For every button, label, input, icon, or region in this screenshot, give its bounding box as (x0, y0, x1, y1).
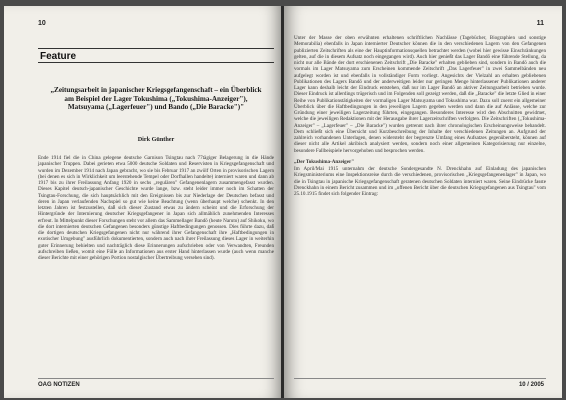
right-body-column (294, 35, 546, 197)
right-footer: 10 / 2005 (518, 382, 544, 388)
right-body-text-2: Im April/Mai 1915 unternahm der deutsche Sondergesandte N. Drenckhahn auf Einladung des japanischen Kriegsministeriums eine Inspektionsreise durch die verschiedenen, provisorischen „Kriegsgefangenenlager" in Japan, wo die in Tsingtau in japanische Kriegsgefangenschaft geratenen deutschen Soldaten interniert waren. Seine Eindrücke fasste Drenckhahn in einem Bericht zusammen und im „offenen Bericht über die deutschen Kriegsgefangenen aus Tsingtau" vom 25.10.1915 findet sich folgender Eintrag: (294, 166, 546, 197)
right-footer-rule (294, 378, 546, 379)
right-page (284, 6, 562, 398)
section-subhead: „Der Tokushima-Anzeiger" (294, 158, 355, 165)
book-spread (4, 6, 562, 398)
left-footer-rule (38, 378, 274, 379)
left-footer: OAG NOTIZEN (38, 382, 80, 388)
right-body-text-1: Unter der Masse der oben erwähnten erhaltenen schriftlichen Nachlässe (Tagebücher, Biographien und sonstige Memorabilia) ebenfalls in Japan internierter Deutscher können die in den verschiedenen Lagern von den Gefangenen publizierten Zeitschriften als eine der Hauptinformationsquellen betrachtet werden (wobei hier gewisse Einschränkungen gelten, auf die in diesem Aufsatz noch eingegangen wird). Auch hier genießt das Lager Bandō eine führende Stellung, da nicht nur alle Bände der dort erschienenen Zeitschrift „Die Baracke" erhalten geblieben sind, sondern in Bandō auch die vormals im Lager Matsuyama zum Erscheinen kommende Zeitschrift „Das Lagerfeuer" in zwei Sammelbänden neu aufgelegt worden ist und ebenfalls in vollständiger Form vorliegt. Angesichts der Vielzahl an erhalten gebliebenen Publikationen des Lagers Bandō und der anderweitigen leider nur geringen Menge hinterlassener Publikationen anderer Lager kann deshalb leicht der Eindruck entstehen, daß nur im Lager Bandō an aktiver Zeitungsarbeit betrieben wurde. Dieser Eindruck ist allerdings trügerisch und im Folgenden soll gezeigt werden, daß die „Baracke" die letzte Glied in einer Reihe von Publikationstätigkeiten der vormaligen Lager Matsuyama und Tokushima war. Dazu soll zuerst ein allgemeiner Überblick über die Haftbedingungen in den jeweiligen Lagern gegeben werden und dann die auf Anlässe, welche zur Gründung einer jeweiligen Lagerzeitung führten, eingegangen. Besonderes Interesse wird den Abschnitten gewidmet, welche die jeweiligen Redaktionen mit der Herausgabe ihrer Lagerzeitschriften verfolgten. Die Zeitschriften („Tokushima-Anzeiger" – „Lagerfeuer" – „Die Baracke") wurden getrennt nach ihrer chronologischen Erscheinungsweise behandelt. Dem schließt sich eine Übersicht und Kurzbeschreibung der Inhalte der verschiedenen Zeitungen an. Aufgrund der zahlreich vorhandenen Unterlagen, denen widersteht der begrenzte Umfang eines Aufsatzes gegenübersteht, können auf dieser nicht alle Artikel akribisch analysiert werden, sondern noch einer allgemeinen Kategorisierung nur einzelne, besondere Fallbeispiele hervorgehoben und besprochen werden. (294, 35, 546, 154)
right-page-number: 11 (536, 20, 544, 27)
article-author: Dirk Günther (137, 136, 175, 143)
left-page-number: 10 (38, 20, 46, 27)
article-title: „Zeitungsarbeit in japanischer Kriegsgefangenschaft – ein Überblick am Beispiel der Lager Tokushima („Tokushima-Anzeiger"), Matsuyama („Lagerfeuer") und Bando („Die Baracke")" (50, 86, 262, 112)
left-page (4, 6, 282, 398)
section-label: Feature (38, 48, 274, 63)
left-body-text: Ende 1914 fiel die in China gelegene deutsche Garnison Tsingtau nach 77tägiger Belagerung in die Hände japanischer Truppen. Dabei gerieten etwa 5000 deutsche Soldaten und Reservisten in Kriegsgefangenschaft und wurden im Dezember 1914 nach Japan gebracht, wo sie bis Februar 1917 an zwölf Orten in provisorischen Lagern (bei denen es sich in Wirklichkeit um leerstehende Tempel oder Dorfhallen handelte) interniert waren und dann ab 1917 bis zu ihrer Freilassung Anfang 1920 in sechs „regulären" Gefangenenlagern zusammengefasst wurden. Dieses Kapitel deutsch-japanischer Geschichte wurde lange, bzw. steht leider immer noch im Schatten der Tsingtau-Forschung, die sich hauptsächlich mit den Ereignissen bis zur Niederlage der Deutschen befasst und deren in Japan verlaufenden Nachspiel so gut wie keine Beachtung (wenn überhaupt welche) schenkt. In den letzten Jahren ist festzustellen, daß sich dieser Zustand etwas zu ändern scheint und die Erforschung der Hintergründe der Internierung deutscher Kriegsgefangener in Japan sich allmählich zunehmenden Interesses erfreut. In Mittelpunkt dieser Forschungen steht vor allem das Sammellager Bandō (heute Naruto) auf Shikoku, wo die dort internierten deutschen Gefangenen besonders günstige Haftbedingungen genossen. Dies führte dazu, daß die dortigen deutschen Kriegsgefangenen nicht nur während ihrer Gefangenschaft ihre „Haftbedingungen in exotischer Umgebung" ausführlich dokumentierten, sondern auch nach ihrer Freilassung dieses Lager in weiterhin guter Erinnerung behielten und nachträglich diese Erinnerungen aufschrieben oder von Verwandten, Freunden aufschreiben ließen, womit eine Fülle an Informationen aus erster Hand hinterlassen wurde (auch wenn manche dieser Berichte mit einer gehörigen Portion nostalgischer Übertreibung versehen sind). (38, 155, 274, 261)
